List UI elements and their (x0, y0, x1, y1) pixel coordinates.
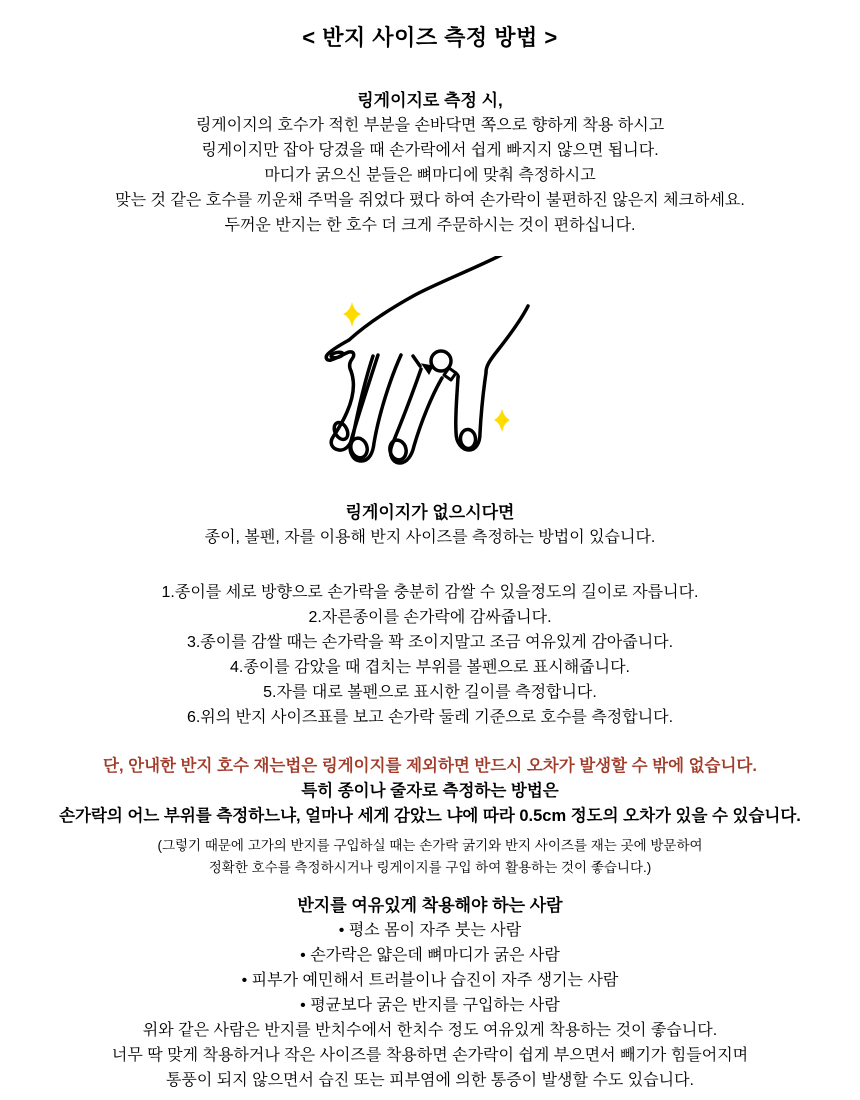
hand-line-art (326, 256, 528, 463)
ring-icon (422, 351, 458, 380)
closing-line: 위와 같은 사람은 반지를 반치수에서 한치수 정도 여유있게 착용하는 것이 좋습니다. (142, 1022, 718, 1039)
step-item: 2.자른종이를 손가락에 감싸줍니다. (308, 609, 552, 626)
ring-gauge-line: 두꺼운 반지는 한 호수 더 크게 주문하시는 것이 편하십니다. (224, 217, 636, 234)
caution-notes (0, 835, 860, 879)
step-item: 5.자를 대로 볼펜으로 표시한 길이를 측정합니다. (263, 684, 597, 701)
bullet-item: • 피부가 예민해서 트러블이나 습진이 자주 생기는 사람 (241, 972, 619, 989)
page-title: < 반지 사이즈 측정 방법 > (302, 25, 558, 50)
no-gauge-heading: 링게이지가 없으시다면 (345, 503, 515, 522)
ring-gauge-line: 링게이지의 호수가 적힌 부분을 손바닥면 쪽으로 향하게 착용 하시고 (195, 117, 665, 134)
sparkle-icon (494, 409, 510, 432)
measurement-steps-list (0, 580, 860, 730)
ring-gauge-line: 링게이지만 잡아 당겼을 때 손가락에서 쉽게 빠지지 않으면 됩니다. (201, 142, 659, 159)
caution-note: (그렇기 때문에 고가의 반지를 구입하실 때는 손가락 굵기와 반지 사이즈를 재는 곳에 방문하여 (157, 838, 703, 853)
section-ring-gauge (0, 88, 860, 238)
caution-note: 정확한 호수를 측정하시거나 링게이지를 구입 하여 활용하는 것이 좋습니다.) (208, 860, 652, 875)
no-gauge-intro: 종이, 볼펜, 자를 이용해 반지 사이즈를 측정하는 방법이 있습니다. (204, 529, 656, 546)
warning-text: 단, 안내한 반지 호수 재는법은 링게이지를 제외하면 반드시 오차가 발생할 수 밖에 없습니다. (103, 757, 757, 775)
hand-with-ring-drawing (285, 256, 605, 496)
ring-gauge-line: 맞는 것 같은 호수를 끼운채 주먹을 쥐었다 폈다 하여 손가락이 불편하진 않은지 체크하세요. (115, 192, 745, 209)
step-item: 1.종이를 세로 방향으로 손가락을 충분히 감쌀 수 있을정도의 길이로 자릅니다. (161, 584, 699, 601)
bullet-item: • 손가락은 얇은데 뼈마디가 굵은 사람 (300, 947, 560, 964)
bullet-item: • 평소 몸이 자주 붓는 사람 (338, 922, 522, 939)
section-no-gauge (0, 500, 860, 730)
section-caution (0, 754, 860, 879)
ring-gauge-heading: 링게이지로 측정 시, (357, 91, 503, 110)
section-loose-fit (0, 893, 860, 1093)
hand-illustration (0, 256, 860, 496)
loose-fit-heading: 반지를 여유있게 착용해야 하는 사람 (297, 896, 563, 915)
sparkle-icon (343, 302, 361, 327)
closing-line: 통풍이 되지 않으면서 습진 또는 피부염에 의한 통증이 발생할 수도 있습니다. (165, 1072, 695, 1089)
step-item: 6.위의 반지 사이즈표를 보고 손가락 둘레 기준으로 호수를 측정합니다. (186, 709, 674, 726)
caution-line: 특히 종이나 줄자로 측정하는 방법은 (301, 782, 559, 800)
closing-line: 너무 딱 맞게 착용하거나 작은 사이즈를 착용하면 손가락이 쉽게 부으면서 빼기가 힘들어지며 (111, 1047, 749, 1064)
step-item: 3.종이를 감쌀 때는 손가락을 꽉 조이지말고 조금 여유있게 감아줍니다. (186, 634, 674, 651)
step-item: 4.종이를 감았을 때 겹치는 부위를 볼펜으로 표시해줍니다. (230, 659, 630, 676)
bullet-item: • 평균보다 굵은 반지를 구입하는 사람 (300, 997, 560, 1014)
caution-line: 손가락의 어느 부위를 측정하느냐, 얼마나 세게 감았느 냐에 따라 0.5cm 정도의 오차가 있을 수 있습니다. (59, 807, 801, 825)
ring-gauge-line: 마디가 굵으신 분들은 뼈마디에 맞춰 측정하시고 (264, 167, 596, 184)
